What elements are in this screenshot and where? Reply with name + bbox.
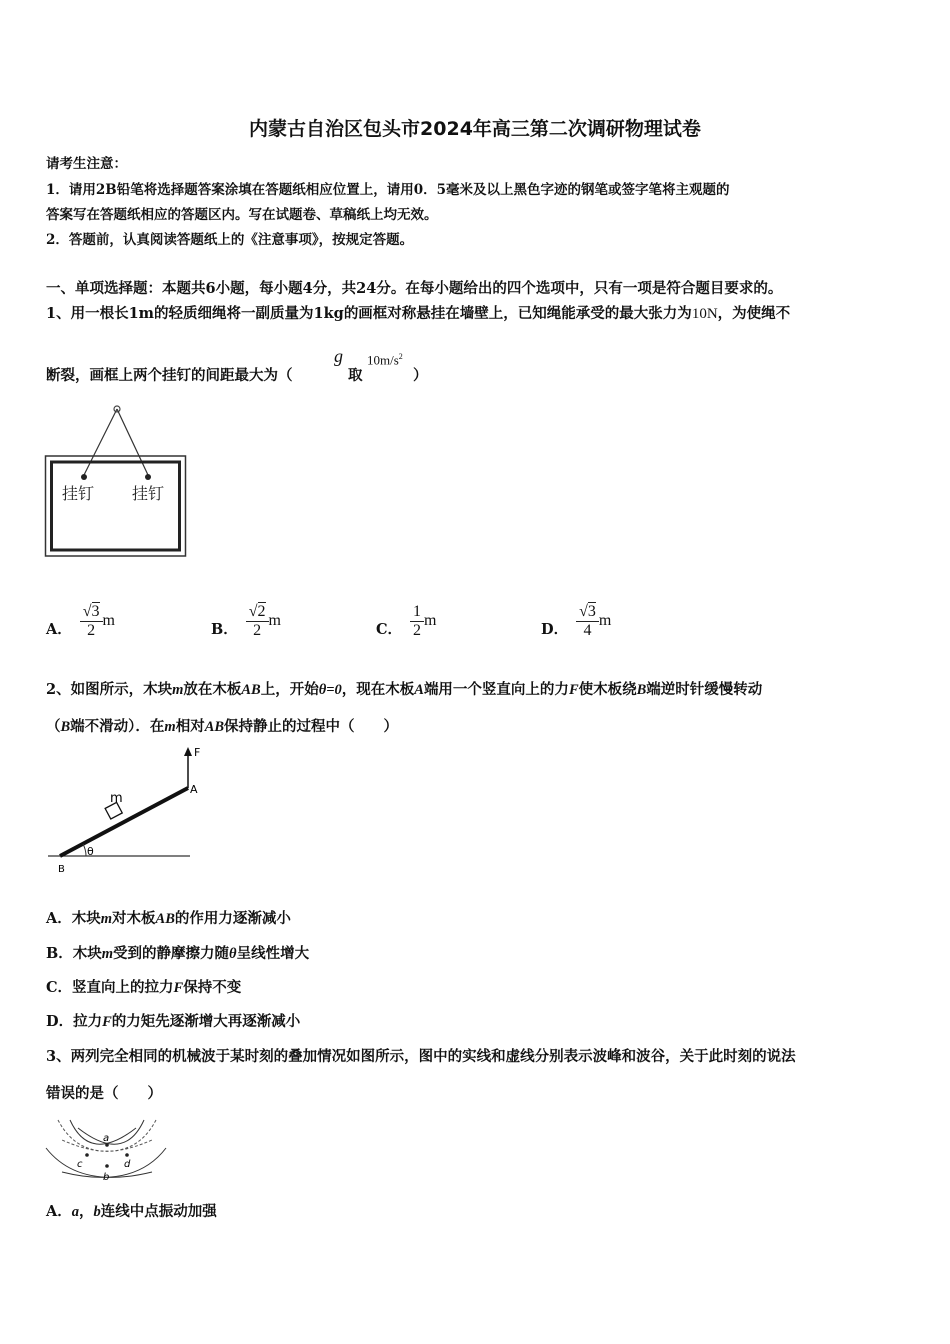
nail-label-right: 挂钉: [132, 484, 165, 503]
point-b: [105, 1164, 109, 1168]
label-f: F: [194, 746, 201, 759]
q3-option-a[interactable]: A．a，b连线中点振动加强: [46, 1203, 217, 1220]
nail-right-dot: [145, 474, 151, 480]
q2-option-a[interactable]: A．木块m对木板AB的作用力逐渐减小: [46, 910, 291, 927]
q1-g-symbol: g: [334, 346, 343, 366]
section-heading: 一、单项选择题：本题共6小题，每小题4分，共24分。在每小题给出的四个选项中，只有一项是符合题目要求的。: [46, 280, 783, 297]
q3-wave-figure: [44, 1118, 170, 1186]
q1-frame-figure: [44, 404, 190, 560]
rope-left: [84, 409, 117, 475]
frame-outer: [46, 456, 186, 556]
q2-option-b[interactable]: B．木块m受到的静摩擦力随θ呈线性增大: [46, 945, 310, 962]
label-a: a: [103, 1133, 110, 1144]
wave-crest-1: [46, 1148, 152, 1177]
q2-option-d[interactable]: D．拉力F的力矩先逐渐增大再逐渐减小: [46, 1013, 301, 1030]
q2-option-c[interactable]: C．竖直向上的拉力F保持不变: [46, 979, 242, 996]
q3-stem-line1: 3、两列完全相同的机械波于某时刻的叠加情况如图所示，图中的实线和虚线分别表示波峰和波谷，关于此时刻的说法: [46, 1048, 796, 1065]
page-title: 内蒙古自治区包头市2024年高三第二次调研物理试卷: [249, 118, 701, 140]
nail-left-dot: [81, 474, 87, 480]
label-c: c: [77, 1159, 83, 1170]
q1-stem-line1: 1、用一根长1m的轻质细绳将一副质量为1kg的画框对称悬挂在墙壁上，已知绳能承受的最大张力为10N，为使绳不: [46, 305, 791, 322]
q1-option-c[interactable]: C． $\frac{1}{2}$ m: [376, 602, 437, 639]
point-d: [125, 1153, 129, 1157]
label-b: b: [103, 1172, 110, 1183]
label-theta: θ: [87, 845, 94, 858]
q1-option-d[interactable]: D． $\frac{√3}{4}$ m: [541, 602, 612, 639]
rope-right: [117, 409, 148, 475]
point-c: [85, 1153, 89, 1157]
board-ab: [60, 788, 188, 856]
q1-close-paren: ）: [413, 367, 428, 384]
wave-crest-4: [78, 1120, 144, 1144]
force-arrow-icon: [184, 747, 192, 756]
q1-option-a[interactable]: A． $\frac{√3}{2}$ m: [46, 602, 115, 639]
q1-g-value: $10m/s^2$: [367, 352, 403, 368]
q2-stem-line2: （B端不滑动）．在m相对AB保持静止的过程中（ ）: [46, 718, 399, 735]
notice-heading: 请考生注意：: [46, 156, 127, 172]
notice-line-1b: 答案写在答题纸相应的答题区内。写在试题卷、草稿纸上均无效。: [46, 207, 438, 223]
q3-stem-line2: 错误的是（ ）: [46, 1085, 162, 1102]
label-m: m: [110, 791, 123, 806]
q1-option-b[interactable]: B． $\frac{√2}{2}$ m: [211, 602, 281, 639]
notice-line-1: 1．请用2B铅笔将选择题答案涂填在答题纸相应位置上，请用0．5毫米及以上黑色字迹的钢笔或签字笔将主观题的: [46, 182, 730, 198]
nail-label-left: 挂钉: [62, 484, 95, 503]
label-a: A: [190, 783, 198, 796]
frame-inner: [52, 462, 180, 550]
q1-stem-line2: 断裂，画框上两个挂钉的间距最大为（: [46, 367, 293, 384]
label-b: B: [58, 864, 65, 875]
angle-arc: [83, 844, 86, 856]
q2-stem-line1: 2、如图所示，木块m放在木板AB上，开始θ=0，现在木板A端用一个竖直向上的力F使木板绕B端逆时针缓慢转动: [46, 681, 763, 698]
q2-incline-figure: [44, 744, 201, 876]
label-d: d: [124, 1159, 131, 1170]
notice-line-2: 2．答题前，认真阅读答题纸上的《注意事项》，按规定答题。: [46, 232, 414, 248]
q1-take-text: 取: [348, 367, 363, 384]
